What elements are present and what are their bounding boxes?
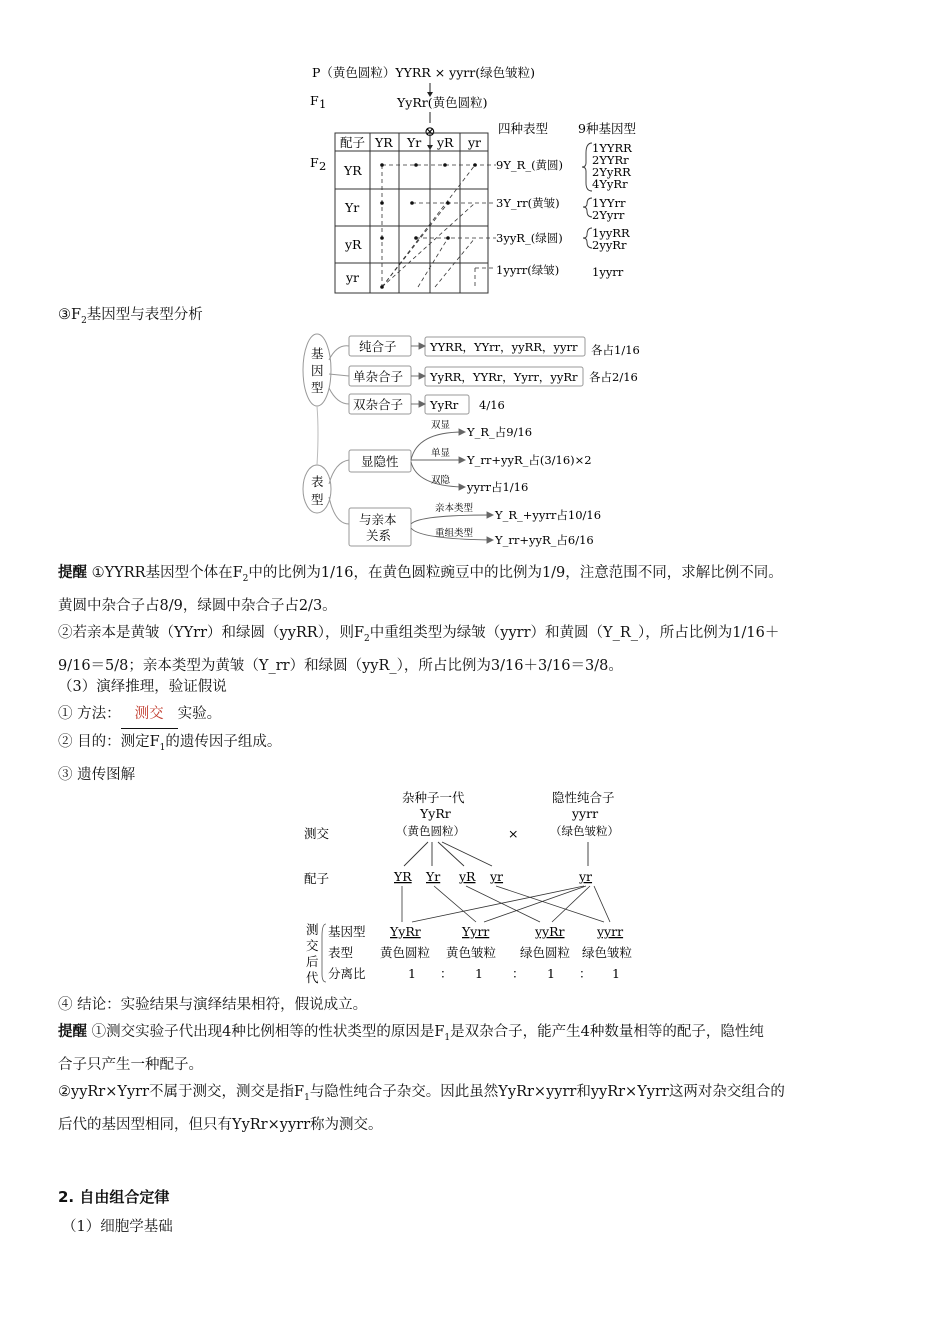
svg-text:关系: 关系 [366, 528, 392, 543]
phenotype-1: 9Y_R_(黄圆) [496, 158, 564, 172]
svg-text:：: ： [512, 966, 525, 981]
four-phenotypes-header: 四种表型 [498, 121, 549, 136]
conclusion-and-reminder: ④ 结论：实验结果与演绎结果相符，假说成立。 提醒 ①测交实验子代出现4种比例相等的性状类型的原因是$F_1$是双杂合子，能产生4种数量相等的配子，隐性纯 合子只产生一种配子。 ②yyRr×Yyrr不属于测交，测交是指$F_1$与隐性纯合子杂交。因此虽然YyRr×yyrr和yyRr×Yyrr这两对杂交组合的 后代的基因型相同，但只有YyRr×yyrr称为测交。 [58, 992, 893, 1139]
row-yR: yR [345, 237, 362, 252]
svg-text:2yyRr: 2yyRr [592, 238, 627, 252]
hybrid-phenotype: （黄色圆粒） [396, 824, 465, 838]
svg-text:2Yyrr: 2Yyrr [592, 208, 625, 222]
svg-text:YyRr: YyRr [390, 924, 421, 939]
svg-text:Y_rr+yyR_占6/16: Y_rr+yyR_占6/16 [495, 533, 594, 547]
testcross-diagram [300, 786, 650, 990]
svg-text:1yyrr: 1yyrr [592, 265, 624, 279]
svg-text:黄色皱粒: 黄色皱粒 [446, 945, 497, 960]
header-gamete: 配子 [340, 135, 366, 150]
svg-text:后: 后 [306, 954, 319, 969]
deduction-title: （3）演绎推理，验证假说 [58, 679, 227, 695]
pure-homozygote: 纯合子 [359, 339, 397, 354]
p-generation: P（黄色圆粒）YYRR × yyrr(绿色皱粒) [312, 65, 535, 80]
f2-label: F [310, 155, 319, 170]
self-cross-symbol: ⊗ [424, 124, 436, 140]
svg-text:型: 型 [311, 492, 324, 507]
phenotype-2: 3Y_rr(黄皱) [496, 196, 560, 210]
svg-text:黄色圆粒: 黄色圆粒 [380, 945, 431, 960]
double-heterozygote: 双杂合子 [353, 397, 404, 412]
row-Yr: Yr [345, 200, 360, 215]
svg-text:型: 型 [311, 380, 324, 395]
single-heterozygote: 单杂合子 [353, 369, 404, 384]
svg-text:1: 1 [408, 966, 416, 981]
punnett-figure [300, 55, 660, 300]
row-yr: yr [346, 270, 360, 285]
svg-text:Y_rr+yyR_占(3/16)×2: Y_rr+yyR_占(3/16)×2 [467, 453, 592, 467]
svg-text:分离比: 分离比 [328, 966, 366, 981]
header-Yr: Yr [407, 135, 422, 150]
svg-text:基: 基 [311, 346, 324, 361]
svg-text:表: 表 [311, 474, 324, 489]
reminder-1: 提醒 ①YYRR基因型个体在$F_2$中的比例为1/16，在黄色圆粒豌豆中的比例为1/9，注意范围不同，求解比例不同。 黄圆中杂合子占8/9，绿圆中杂合子占2/3。 ②若亲本是黄皱（YYrr）和绿圆（yyRR），则$F_2$中重组类型为绿皱（yyrr）和黄圆（Y_R_），所占比例为1/16＋ 9/16＝5/8；亲本类型为黄皱（Y_rr）和绿圆（yyR_），所占比例为3/16＋3/16＝3/8。 [58, 565, 783, 674]
diagram-title: ③ 遗传图解 [58, 766, 136, 783]
svg-text:双隐: 双隐 [431, 475, 451, 486]
hybrid-name: 杂种子一代 [402, 790, 465, 805]
header-yR: yR [437, 135, 454, 150]
svg-text:4YyRr: 4YyRr [592, 177, 628, 191]
header-yr: yr [468, 135, 482, 150]
svg-text:测交: 测交 [304, 826, 330, 841]
cross-sign: × [508, 826, 519, 841]
svg-text:配子: 配子 [304, 871, 330, 886]
svg-text:yyrr: yyrr [597, 924, 624, 939]
recessive-name: 隐性纯合子 [552, 790, 615, 805]
svg-text:1: 1 [319, 97, 327, 111]
f1-genotype: YyRr(黄色圆粒) [397, 95, 488, 110]
svg-text:yyrr占1/16: yyrr占1/16 [467, 480, 529, 494]
svg-text:双显: 双显 [431, 420, 451, 431]
svg-text:yr: yr [490, 869, 504, 884]
svg-text:1: 1 [612, 966, 620, 981]
svg-text:Y_R_+yyrr占10/16: Y_R_+yyrr占10/16 [495, 508, 602, 522]
svg-text:绿色圆粒: 绿色圆粒 [520, 945, 571, 960]
svg-text:测: 测 [306, 922, 319, 937]
recessive-genotype: yyrr [572, 806, 599, 821]
svg-text:1yyRR: 1yyRR [592, 226, 630, 240]
svg-text:：: ： [440, 966, 453, 981]
section-2-heading: 2. 自由组合定律 [58, 1188, 170, 1206]
svg-text:各占2/16: 各占2/16 [589, 370, 638, 384]
svg-text:因: 因 [311, 363, 324, 378]
svg-text:1YYrr: 1YYrr [592, 196, 626, 210]
svg-text:重组类型: 重组类型 [435, 528, 474, 539]
svg-text:1YYRR: 1YYRR [592, 141, 632, 155]
svg-text:Y_R_占9/16: Y_R_占9/16 [467, 425, 533, 439]
conclusion: ④ 结论：实验结果与演绎结果相符，假说成立。 [58, 997, 368, 1013]
svg-text:2YYRr: 2YYRr [592, 153, 629, 167]
parent-relation: 与亲本 [359, 512, 397, 527]
svg-text:单显: 单显 [431, 448, 451, 459]
recessive-phenotype: （绿色皱粒） [550, 824, 619, 838]
svg-text:2: 2 [319, 159, 327, 173]
svg-text:YyRr: YyRr [430, 398, 459, 412]
svg-text:1: 1 [475, 966, 483, 981]
svg-text:yR: yR [459, 869, 476, 884]
method-answer: 测交 [121, 701, 178, 729]
row-YR: YR [344, 163, 362, 178]
hybrid-genotype: YyRr [420, 806, 451, 821]
svg-text:：: ： [579, 966, 592, 981]
genotype-phenotype-mindmap [295, 332, 655, 550]
svg-text:交: 交 [306, 938, 319, 953]
svg-text:绿色皱粒: 绿色皱粒 [582, 945, 633, 960]
reminder-label-2: 提醒 [58, 1024, 87, 1040]
svg-text:4/16: 4/16 [479, 398, 505, 412]
svg-text:2YyRR: 2YyRR [592, 165, 631, 179]
svg-text:代: 代 [306, 970, 319, 985]
svg-text:亲本类型: 亲本类型 [435, 503, 474, 514]
phenotype-4: 1yyrr(绿皱) [496, 263, 560, 277]
dominance-recessive: 显隐性 [361, 454, 399, 469]
f2-analysis-heading: $③F_2$基因型与表型分析 [58, 307, 203, 326]
svg-text:yyRr: yyRr [535, 924, 565, 939]
f1-label: F [310, 93, 319, 108]
reminder-label: 提醒 [58, 565, 87, 581]
svg-text:各占1/16: 各占1/16 [591, 343, 640, 357]
header-YR: YR [375, 135, 393, 150]
svg-text:Yyrr: Yyrr [462, 924, 490, 939]
svg-text:Yr: Yr [426, 869, 441, 884]
nine-genotypes-header: 9种基因型 [578, 121, 636, 136]
svg-text:YYRR，YYrr，yyRR，yyrr: YYRR，YYrr，yyRR，yyrr [430, 340, 578, 354]
svg-text:YR: YR [394, 869, 412, 884]
deduction-section: （3）演绎推理，验证假说 ① 方法： 测交 实验。 ② 目的：测定$F_1$的遗传因子组成。 ③ 遗传图解 [58, 674, 893, 789]
svg-text:YyRR，YYRr，Yyrr，yyRr: YyRR，YYRr，Yyrr，yyRr [430, 370, 578, 384]
svg-text:基因型: 基因型 [328, 924, 366, 939]
svg-text:yr: yr [579, 869, 593, 884]
subsection-cell-basis: （1）细胞学基础 [62, 1219, 173, 1235]
phenotype-3: 3yyR_(绿圆) [496, 231, 563, 245]
svg-text:表型: 表型 [328, 945, 354, 960]
svg-text:1: 1 [547, 966, 555, 981]
